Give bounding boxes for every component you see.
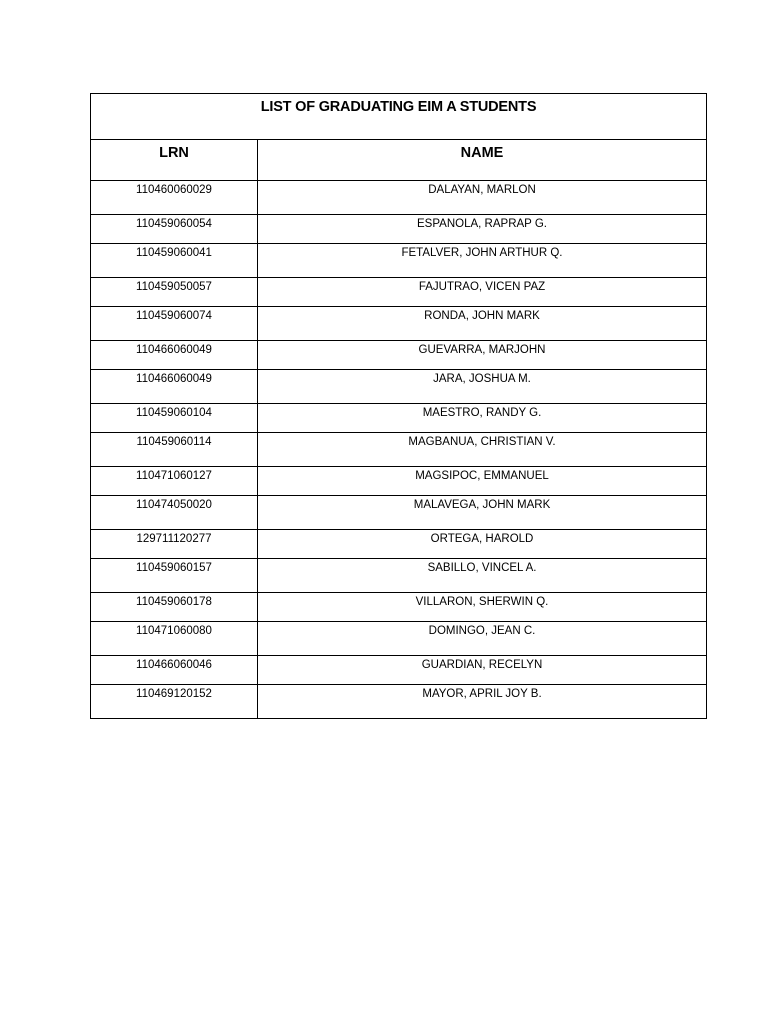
- name-cell: [258, 530, 707, 559]
- student-name: ESPANOLA, RAPRAP G.: [417, 218, 547, 230]
- table-row: [91, 341, 707, 370]
- lrn-value: 110466060049: [136, 373, 212, 385]
- lrn-cell: [91, 181, 258, 215]
- table-row: [91, 530, 707, 559]
- student-name: VILLARON, SHERWIN Q.: [415, 596, 549, 608]
- lrn-value: 110459060104: [136, 407, 212, 419]
- lrn-value: 110459060041: [136, 247, 212, 259]
- name-cell: [258, 404, 707, 433]
- lrn-value: 110459060114: [136, 436, 212, 448]
- student-list-table: [90, 93, 707, 719]
- name-header: NAME: [460, 145, 504, 161]
- lrn-value: 110466060046: [136, 659, 212, 671]
- name-header-cell: [258, 140, 707, 181]
- lrn-value: 110471060080: [136, 625, 212, 637]
- table-row: [91, 593, 707, 622]
- name-cell: [258, 341, 707, 370]
- lrn-cell: [91, 467, 258, 496]
- name-cell: [258, 215, 707, 244]
- student-name: GUEVARRA, MARJOHN: [418, 344, 546, 356]
- lrn-cell: [91, 593, 258, 622]
- student-name: MAYOR, APRIL JOY B.: [422, 688, 542, 700]
- name-cell: [258, 656, 707, 685]
- lrn-cell: [91, 307, 258, 341]
- table-row: [91, 685, 707, 719]
- lrn-value: 110471060127: [136, 470, 212, 482]
- lrn-value: 110459060074: [136, 310, 212, 322]
- lrn-cell: [91, 530, 258, 559]
- header-row: [91, 140, 707, 181]
- table-row: [91, 496, 707, 530]
- name-cell: [258, 685, 707, 719]
- table-row: [91, 404, 707, 433]
- lrn-value: 110466060049: [136, 344, 212, 356]
- name-cell: [258, 433, 707, 467]
- lrn-header: LRN: [159, 145, 189, 161]
- student-name: MAGBANUA, CHRISTIAN V.: [408, 436, 556, 448]
- lrn-value: 110460060029: [136, 184, 212, 196]
- name-cell: [258, 370, 707, 404]
- student-name: MAGSIPOC, EMMANUEL: [415, 470, 549, 482]
- table-row: [91, 656, 707, 685]
- name-cell: [258, 622, 707, 656]
- lrn-cell: [91, 404, 258, 433]
- lrn-cell: [91, 278, 258, 307]
- lrn-cell: [91, 433, 258, 467]
- table-row: [91, 278, 707, 307]
- lrn-cell: [91, 622, 258, 656]
- lrn-value: 110459060157: [136, 562, 212, 574]
- lrn-cell: [91, 244, 258, 278]
- lrn-value: 110459060054: [136, 218, 212, 230]
- title-cell: [91, 94, 707, 140]
- title-row: [91, 94, 707, 140]
- table-row: [91, 622, 707, 656]
- table-row: [91, 467, 707, 496]
- lrn-cell: [91, 496, 258, 530]
- lrn-cell: [91, 685, 258, 719]
- lrn-value: 110469120152: [136, 688, 212, 700]
- name-cell: [258, 278, 707, 307]
- student-name: SABILLO, VINCEL A.: [427, 562, 537, 574]
- table-row: [91, 433, 707, 467]
- student-name: MALAVEGA, JOHN MARK: [413, 499, 551, 511]
- name-cell: [258, 593, 707, 622]
- lrn-cell: [91, 559, 258, 593]
- table-title: LIST OF GRADUATING EIM A STUDENTS: [260, 99, 537, 115]
- name-cell: [258, 307, 707, 341]
- table-row: [91, 370, 707, 404]
- lrn-value: 110474050020: [136, 499, 212, 511]
- table-row: [91, 181, 707, 215]
- lrn-value: 129711120277: [136, 533, 212, 545]
- student-name: DOMINGO, JEAN C.: [428, 625, 536, 637]
- lrn-value: 110459050057: [136, 281, 212, 293]
- student-name: JARA, JOSHUA M.: [433, 373, 531, 385]
- student-name: MAESTRO, RANDY G.: [422, 407, 542, 419]
- table-row: [91, 244, 707, 278]
- student-name: GUARDIAN, RECELYN: [421, 659, 543, 671]
- lrn-header-cell: [91, 140, 258, 181]
- lrn-value: 110459060178: [136, 596, 212, 608]
- student-name: RONDA, JOHN MARK: [424, 310, 540, 322]
- lrn-cell: [91, 656, 258, 685]
- lrn-cell: [91, 370, 258, 404]
- lrn-cell: [91, 341, 258, 370]
- table-row: [91, 307, 707, 341]
- student-name: FAJUTRAO, VICEN PAZ: [418, 281, 546, 293]
- table-row: [91, 215, 707, 244]
- name-cell: [258, 181, 707, 215]
- name-cell: [258, 496, 707, 530]
- lrn-cell: [91, 215, 258, 244]
- name-cell: [258, 467, 707, 496]
- student-name: DALAYAN, MARLON: [428, 184, 536, 196]
- student-name: ORTEGA, HAROLD: [430, 533, 534, 545]
- table-row: [91, 559, 707, 593]
- student-name: FETALVER, JOHN ARTHUR Q.: [401, 247, 563, 259]
- name-cell: [258, 244, 707, 278]
- name-cell: [258, 559, 707, 593]
